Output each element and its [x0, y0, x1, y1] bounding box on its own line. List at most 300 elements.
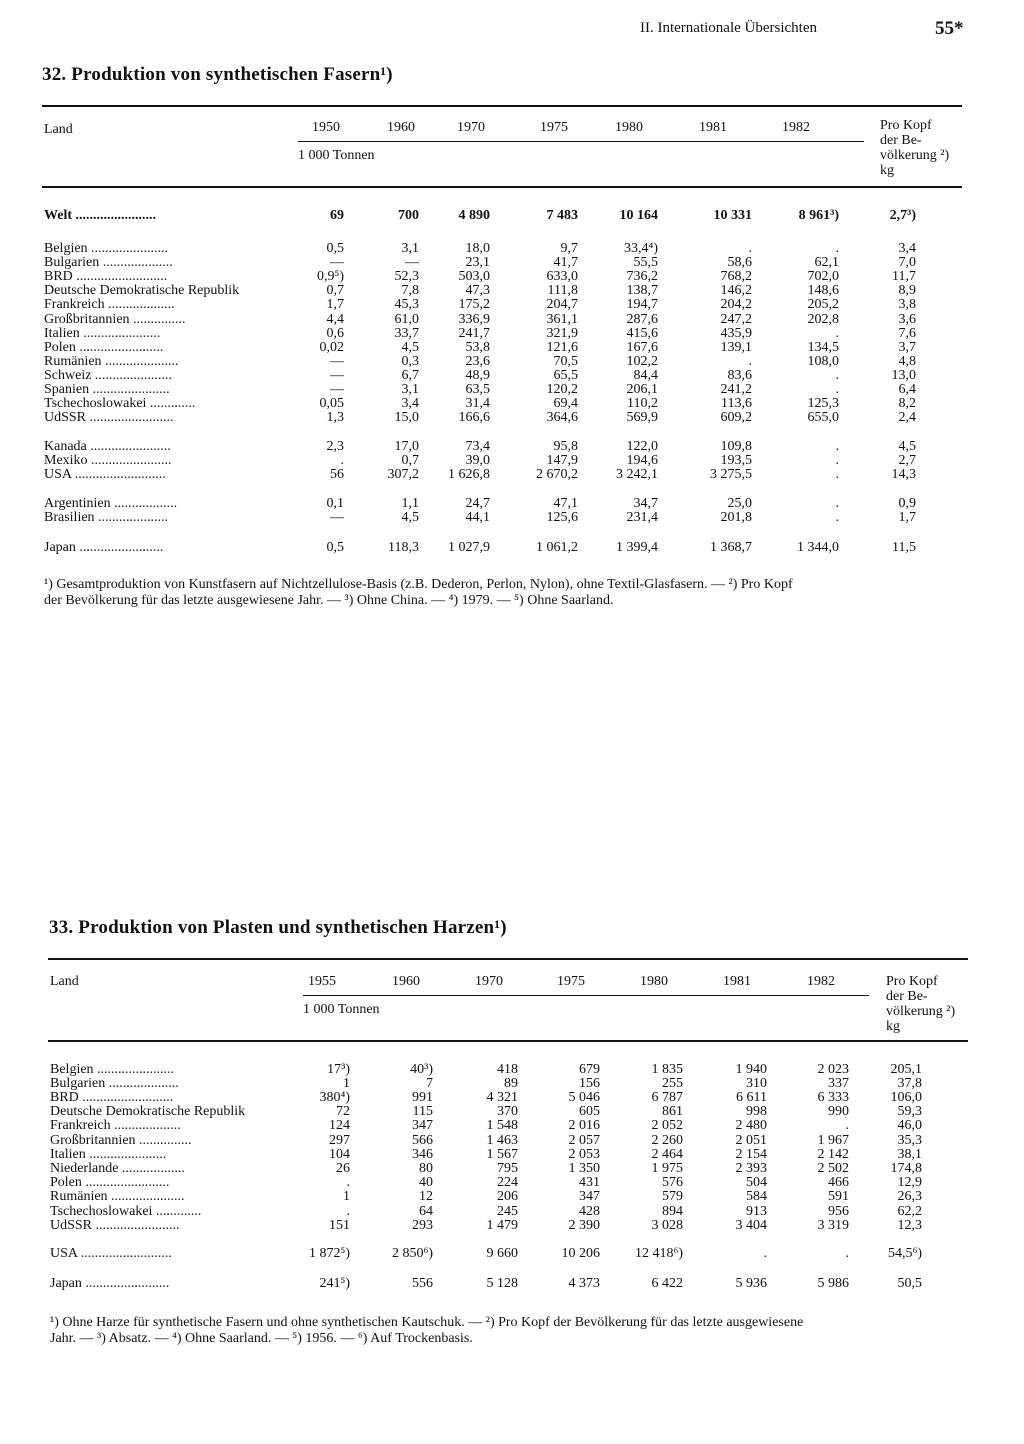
- row-value-cell: 3 028: [651, 1218, 683, 1233]
- row-value-cell: 7,8: [401, 283, 419, 298]
- row-value-cell: 6,4: [898, 382, 916, 397]
- row-value-cell: 347: [412, 1118, 433, 1133]
- row-land-cell: Niederlande ..................: [50, 1162, 185, 1176]
- row-value-cell: 4,5: [898, 439, 916, 454]
- row-value-cell: 55,5: [633, 255, 658, 270]
- row-value-cell: 998: [746, 1104, 767, 1119]
- row-value-cell: 504: [746, 1175, 767, 1190]
- row-value-cell: 148,6: [807, 283, 839, 298]
- row-value-cell: 7,6: [898, 326, 916, 341]
- table-33-year-header: 1955: [308, 974, 336, 989]
- table-33-year-header: 1981: [723, 974, 751, 989]
- table-row: [44, 284, 944, 298]
- table-32-unit-rule: [298, 141, 864, 142]
- row-value-cell: 9 660: [486, 1246, 518, 1261]
- row-value-cell: 6 333: [817, 1090, 849, 1105]
- row-value-cell: 3,1: [401, 382, 419, 397]
- row-value-cell: 12 418⁶): [634, 1246, 683, 1261]
- row-value-cell: 293: [412, 1218, 433, 1233]
- table-row: [50, 1205, 950, 1219]
- row-value-cell: 3,6: [898, 312, 916, 327]
- row-value-cell: 121,6: [546, 340, 578, 355]
- table-33-footnote: [50, 1315, 803, 1347]
- table-32-land-header: Land: [44, 122, 73, 137]
- row-value-cell: .: [835, 453, 839, 468]
- row-land-cell: Belgien ......................: [50, 1063, 175, 1077]
- table-32-year-header: 1960: [387, 120, 415, 135]
- row-value-cell: 10 164: [619, 208, 658, 223]
- row-value-cell: 108,0: [807, 354, 839, 369]
- row-value-cell: 33,4⁴): [623, 241, 658, 256]
- table-32-footnote: [44, 577, 793, 609]
- row-value-cell: .: [835, 467, 839, 482]
- row-value-cell: 61,0: [394, 312, 419, 327]
- row-value-cell: 174,8: [890, 1161, 922, 1176]
- table-32-year-header: 1970: [457, 120, 485, 135]
- row-value-cell: .: [845, 1246, 849, 1261]
- row-value-cell: 336,9: [458, 312, 490, 327]
- row-value-cell: 1,7: [898, 510, 916, 525]
- row-value-cell: 17³): [327, 1062, 350, 1077]
- table-33-year-header: 1970: [475, 974, 503, 989]
- row-value-cell: 255: [662, 1076, 683, 1091]
- table-32-top-rule: [42, 105, 962, 107]
- row-value-cell: 206: [497, 1189, 518, 1204]
- row-value-cell: 5 046: [568, 1090, 600, 1105]
- row-value-cell: 1 344,0: [797, 540, 839, 555]
- row-value-cell: 8,9: [898, 283, 916, 298]
- row-value-cell: .: [835, 382, 839, 397]
- row-value-cell: 428: [579, 1204, 600, 1219]
- row-value-cell: 47,3: [465, 283, 490, 298]
- percap-line: kg: [880, 163, 894, 178]
- row-value-cell: 6,7: [401, 368, 419, 383]
- table-row: [50, 1190, 950, 1204]
- table-row: [50, 1091, 950, 1105]
- table-row: [50, 1119, 950, 1133]
- row-value-cell: 576: [662, 1175, 683, 1190]
- row-value-cell: 5 128: [486, 1276, 518, 1291]
- table-row: [44, 397, 944, 411]
- table-33-year-header: 1975: [557, 974, 585, 989]
- row-value-cell: 11,5: [892, 540, 916, 555]
- row-value-cell: 46,0: [897, 1118, 922, 1133]
- row-value-cell: 26: [336, 1161, 350, 1176]
- row-value-cell: —: [330, 354, 344, 369]
- row-value-cell: 2,7³): [889, 208, 916, 223]
- row-value-cell: 6 787: [651, 1090, 683, 1105]
- table-row: [44, 511, 944, 525]
- table-row: [50, 1176, 950, 1190]
- row-value-cell: 605: [579, 1104, 600, 1119]
- row-value-cell: 166,6: [458, 410, 490, 425]
- row-value-cell: 679: [579, 1062, 600, 1077]
- row-value-cell: 418: [497, 1062, 518, 1077]
- row-value-cell: 247,2: [720, 312, 752, 327]
- row-value-cell: 702,0: [807, 269, 839, 284]
- row-value-cell: 11,7: [892, 269, 916, 284]
- table-row: [44, 355, 944, 369]
- table-row: [50, 1247, 950, 1261]
- row-value-cell: 591: [828, 1189, 849, 1204]
- row-value-cell: 40³): [410, 1062, 433, 1077]
- table-33-percap-header: [886, 974, 955, 1034]
- row-value-cell: 104: [329, 1147, 350, 1162]
- row-value-cell: 0,9: [898, 496, 916, 511]
- row-value-cell: 5 986: [817, 1276, 849, 1291]
- row-value-cell: 18,0: [465, 241, 490, 256]
- row-value-cell: 3,4: [898, 241, 916, 256]
- row-value-cell: 3,7: [898, 340, 916, 355]
- row-value-cell: 31,4: [465, 396, 490, 411]
- row-value-cell: 58,6: [727, 255, 752, 270]
- row-value-cell: 241,2: [720, 382, 752, 397]
- row-value-cell: 736,2: [626, 269, 658, 284]
- row-value-cell: 1,3: [326, 410, 344, 425]
- row-value-cell: 2 057: [568, 1133, 600, 1148]
- row-value-cell: 3 319: [817, 1218, 849, 1233]
- row-land-cell: Frankreich ...................: [50, 1119, 181, 1133]
- page-number: 55*: [935, 18, 964, 39]
- row-value-cell: 63,5: [465, 382, 490, 397]
- table-33-land-header: Land: [50, 974, 79, 989]
- row-value-cell: —: [330, 510, 344, 525]
- row-value-cell: 151: [329, 1218, 350, 1233]
- row-value-cell: 113,6: [721, 396, 752, 411]
- row-value-cell: 39,0: [465, 453, 490, 468]
- row-value-cell: 89: [504, 1076, 518, 1091]
- row-value-cell: 231,4: [626, 510, 658, 525]
- table-33-unit-rule: [303, 995, 869, 996]
- row-land-cell: Großbritannien ...............: [44, 313, 186, 327]
- row-land-cell: UdSSR ........................: [50, 1219, 180, 1233]
- row-land-cell: Italien ......................: [44, 327, 161, 341]
- row-value-cell: 139,1: [720, 340, 752, 355]
- running-head: II. Internationale Übersichten: [640, 20, 818, 36]
- row-value-cell: 156: [579, 1076, 600, 1091]
- row-land-cell: Frankreich ...................: [44, 298, 175, 312]
- row-value-cell: 3,1: [401, 241, 419, 256]
- table-32-unit-label: 1 000 Tonnen: [298, 148, 375, 163]
- row-value-cell: 0,7: [326, 283, 344, 298]
- row-value-cell: 134,5: [807, 340, 839, 355]
- row-value-cell: 609,2: [720, 410, 752, 425]
- row-land-cell: Bulgarien ....................: [50, 1077, 179, 1091]
- row-value-cell: 14,3: [891, 467, 916, 482]
- row-value-cell: 124: [329, 1118, 350, 1133]
- table-row: [50, 1077, 950, 1091]
- row-value-cell: 556: [412, 1276, 433, 1291]
- row-value-cell: 83,6: [727, 368, 752, 383]
- row-land-cell: Tschechoslowakei .............: [50, 1205, 202, 1219]
- table-row: [44, 383, 944, 397]
- row-value-cell: 1: [343, 1189, 350, 1204]
- row-value-cell: 33,7: [394, 326, 419, 341]
- table-row: [44, 468, 944, 482]
- table-32-year-header: 1981: [699, 120, 727, 135]
- row-value-cell: 435,9: [720, 326, 752, 341]
- table-row: [44, 209, 944, 223]
- table-32-year-header: 1982: [782, 120, 810, 135]
- row-value-cell: 84,4: [633, 368, 658, 383]
- row-value-cell: 2 850⁶): [391, 1246, 433, 1261]
- row-land-cell: Schweiz ......................: [44, 369, 172, 383]
- row-value-cell: 4,5: [401, 340, 419, 355]
- row-value-cell: 1 027,9: [448, 540, 490, 555]
- row-value-cell: 50,5: [897, 1276, 922, 1291]
- row-value-cell: 7: [426, 1076, 433, 1091]
- row-value-cell: 0,02: [319, 340, 344, 355]
- row-value-cell: 109,8: [720, 439, 752, 454]
- table-33-year-header: 1960: [392, 974, 420, 989]
- row-land-cell: Argentinien ..................: [44, 497, 178, 511]
- table-row: [50, 1219, 950, 1233]
- row-land-cell: UdSSR ........................: [44, 411, 174, 425]
- row-value-cell: 1 567: [486, 1147, 518, 1162]
- row-value-cell: 7,0: [898, 255, 916, 270]
- row-value-cell: 53,8: [465, 340, 490, 355]
- row-value-cell: 1 479: [486, 1218, 518, 1233]
- row-value-cell: 44,1: [465, 510, 490, 525]
- row-value-cell: 0,6: [326, 326, 344, 341]
- table-row: [44, 411, 944, 425]
- row-value-cell: 194,6: [626, 453, 658, 468]
- percap-line: völkerung ²): [880, 148, 950, 163]
- row-land-cell: USA ..........................: [44, 468, 166, 482]
- table-33-year-header: 1980: [640, 974, 668, 989]
- table-row: [50, 1063, 950, 1077]
- row-land-cell: BRD ..........................: [44, 270, 168, 284]
- row-value-cell: 194,7: [626, 297, 658, 312]
- row-value-cell: 95,8: [553, 439, 578, 454]
- row-value-cell: 569,9: [626, 410, 658, 425]
- row-value-cell: 8,2: [898, 396, 916, 411]
- row-value-cell: 361,1: [546, 312, 578, 327]
- row-value-cell: 12,9: [897, 1175, 922, 1190]
- row-value-cell: 35,3: [897, 1133, 922, 1148]
- row-value-cell: 69: [330, 208, 344, 223]
- row-value-cell: 45,3: [394, 297, 419, 312]
- row-value-cell: 25,0: [727, 496, 752, 511]
- row-value-cell: 24,7: [465, 496, 490, 511]
- row-value-cell: 2 053: [568, 1147, 600, 1162]
- row-value-cell: 73,4: [465, 439, 490, 454]
- row-value-cell: .: [346, 1175, 350, 1190]
- row-value-cell: 1,1: [401, 496, 419, 511]
- table-row: [50, 1134, 950, 1148]
- percap-line: Pro Kopf: [886, 974, 938, 989]
- table-row: [44, 242, 944, 256]
- row-value-cell: 579: [662, 1189, 683, 1204]
- row-value-cell: 380⁴): [319, 1090, 350, 1105]
- row-value-cell: 0,5: [326, 241, 344, 256]
- row-value-cell: 37,8: [897, 1076, 922, 1091]
- row-value-cell: 204,7: [546, 297, 578, 312]
- row-value-cell: .: [748, 241, 752, 256]
- row-value-cell: 2,7: [898, 453, 916, 468]
- row-value-cell: 1: [343, 1076, 350, 1091]
- row-value-cell: 4 321: [486, 1090, 518, 1105]
- row-value-cell: 2 480: [735, 1118, 767, 1133]
- row-value-cell: .: [835, 326, 839, 341]
- row-value-cell: 241⁵): [319, 1276, 350, 1291]
- row-land-cell: Mexiko .......................: [44, 454, 172, 468]
- row-value-cell: 370: [497, 1104, 518, 1119]
- table-32-year-header: 1950: [312, 120, 340, 135]
- row-value-cell: 894: [662, 1204, 683, 1219]
- row-value-cell: 2 390: [568, 1218, 600, 1233]
- row-value-cell: 346: [412, 1147, 433, 1162]
- table-row: [50, 1148, 950, 1162]
- row-value-cell: 431: [579, 1175, 600, 1190]
- row-value-cell: —: [330, 382, 344, 397]
- row-value-cell: 3,8: [898, 297, 916, 312]
- row-value-cell: 245: [497, 1204, 518, 1219]
- row-value-cell: —: [405, 255, 419, 270]
- row-land-cell: Tschechoslowakei .............: [44, 397, 196, 411]
- table-32-year-header: 1975: [540, 120, 568, 135]
- table-32-header-rule: [42, 186, 962, 188]
- row-land-cell: Rumänien .....................: [50, 1190, 185, 1204]
- row-value-cell: 6 611: [736, 1090, 767, 1105]
- row-value-cell: .: [845, 1118, 849, 1133]
- footnote-line: Jahr. — ³) Absatz. — ⁴) Ohne Saarland. — ⁵) 1956. — ⁶) Auf Trockenbasis.: [50, 1331, 473, 1346]
- row-land-cell: BRD ..........................: [50, 1091, 174, 1105]
- row-value-cell: 241,7: [458, 326, 490, 341]
- row-land-cell: Italien ......................: [50, 1148, 167, 1162]
- row-value-cell: 65,5: [553, 368, 578, 383]
- row-value-cell: 6 422: [651, 1276, 683, 1291]
- row-value-cell: 0,05: [319, 396, 344, 411]
- row-value-cell: 2 016: [568, 1118, 600, 1133]
- row-value-cell: 62,2: [897, 1204, 922, 1219]
- row-value-cell: 415,6: [626, 326, 658, 341]
- row-land-cell: Japan ........................: [50, 1277, 170, 1291]
- footnote-line: ¹) Ohne Harze für synthetische Fasern und ohne synthetischen Kautschuk. — ²) Pro Kopf der Bevölkerung für das letzte ausgewiesene: [50, 1315, 804, 1330]
- row-value-cell: 202,8: [807, 312, 839, 327]
- row-value-cell: 2 051: [735, 1133, 767, 1148]
- row-value-cell: 118,3: [388, 540, 419, 555]
- row-value-cell: 62,1: [814, 255, 839, 270]
- row-value-cell: 991: [412, 1090, 433, 1105]
- row-value-cell: 0,3: [401, 354, 419, 369]
- row-value-cell: 1 975: [651, 1161, 683, 1176]
- row-value-cell: 310: [746, 1076, 767, 1091]
- row-value-cell: 1 368,7: [710, 540, 752, 555]
- row-value-cell: 38,1: [897, 1147, 922, 1162]
- row-value-cell: 0,9⁵): [316, 269, 344, 284]
- row-value-cell: 56: [330, 467, 344, 482]
- row-value-cell: 2,3: [326, 439, 344, 454]
- row-value-cell: 34,7: [633, 496, 658, 511]
- row-value-cell: .: [835, 439, 839, 454]
- row-value-cell: 1 872⁵): [308, 1246, 350, 1261]
- table-33-header-rule: [48, 1040, 968, 1042]
- row-value-cell: .: [835, 368, 839, 383]
- row-value-cell: 5 936: [735, 1276, 767, 1291]
- row-value-cell: 54,5⁶): [887, 1246, 922, 1261]
- row-value-cell: 700: [398, 208, 419, 223]
- row-value-cell: 1 548: [486, 1118, 518, 1133]
- row-land-cell: Japan ........................: [44, 541, 164, 555]
- table-row: [44, 369, 944, 383]
- row-value-cell: 347: [579, 1189, 600, 1204]
- row-value-cell: 72: [336, 1104, 350, 1119]
- row-value-cell: 206,1: [626, 382, 658, 397]
- row-value-cell: 1 835: [651, 1062, 683, 1077]
- row-value-cell: —: [330, 255, 344, 270]
- row-value-cell: 205,1: [890, 1062, 922, 1077]
- row-value-cell: 17,0: [394, 439, 419, 454]
- row-value-cell: 110,2: [627, 396, 658, 411]
- row-value-cell: 4,4: [326, 312, 344, 327]
- row-value-cell: 80: [419, 1161, 433, 1176]
- row-value-cell: 205,2: [807, 297, 839, 312]
- row-value-cell: 3,4: [401, 396, 419, 411]
- row-land-cell: Großbritannien ...............: [50, 1134, 192, 1148]
- table-row: [44, 497, 944, 511]
- row-land-cell: Deutsche Demokratische Republik: [44, 284, 240, 298]
- row-land-cell: USA ..........................: [50, 1247, 172, 1261]
- table-row: [44, 256, 944, 270]
- row-value-cell: 566: [412, 1133, 433, 1148]
- table-row: [50, 1277, 950, 1291]
- row-value-cell: 2 464: [651, 1147, 683, 1162]
- row-value-cell: 0,5: [326, 540, 344, 555]
- row-value-cell: 40: [419, 1175, 433, 1190]
- row-value-cell: 193,5: [720, 453, 752, 468]
- row-value-cell: .: [346, 1204, 350, 1219]
- row-value-cell: 503,0: [458, 269, 490, 284]
- table-row: [44, 327, 944, 341]
- row-value-cell: 655,0: [807, 410, 839, 425]
- row-value-cell: 48,9: [465, 368, 490, 383]
- row-land-cell: Deutsche Demokratische Republik: [50, 1105, 246, 1119]
- percap-line: der Be-: [886, 989, 928, 1004]
- row-value-cell: 69,4: [553, 396, 578, 411]
- row-value-cell: 41,7: [553, 255, 578, 270]
- row-value-cell: 287,6: [626, 312, 658, 327]
- row-value-cell: 64: [419, 1204, 433, 1219]
- row-land-cell: Rumänien .....................: [44, 355, 179, 369]
- footnote-line: ¹) Gesamtproduktion von Kunstfasern auf Nichtzellulose-Basis (z.B. Dederon, Perlon, Nylon), ohne Textil-Glasfasern. — ²) Pro Kopf: [44, 577, 793, 592]
- table-row: [44, 298, 944, 312]
- table-row: [44, 541, 944, 555]
- percap-line: Pro Kopf: [880, 118, 932, 133]
- row-value-cell: 26,3: [897, 1189, 922, 1204]
- row-value-cell: 2 670,2: [536, 467, 578, 482]
- row-value-cell: 102,2: [626, 354, 658, 369]
- row-value-cell: 337: [828, 1076, 849, 1091]
- row-value-cell: 956: [828, 1204, 849, 1219]
- row-value-cell: 3 275,5: [710, 467, 752, 482]
- row-value-cell: 115: [412, 1104, 433, 1119]
- table-row: [44, 454, 944, 468]
- row-land-cell: Welt .......................: [44, 209, 156, 223]
- row-value-cell: 768,2: [720, 269, 752, 284]
- row-value-cell: .: [835, 241, 839, 256]
- row-value-cell: 1 350: [568, 1161, 600, 1176]
- row-land-cell: Bulgarien ....................: [44, 256, 173, 270]
- row-value-cell: 147,9: [546, 453, 578, 468]
- row-value-cell: 201,8: [720, 510, 752, 525]
- percap-line: völkerung ²): [886, 1004, 956, 1019]
- row-value-cell: 1,7: [326, 297, 344, 312]
- row-value-cell: 0,1: [326, 496, 344, 511]
- row-value-cell: 364,6: [546, 410, 578, 425]
- row-value-cell: 125,6: [546, 510, 578, 525]
- table-33-title: 33. Produktion von Plasten und synthetischen Harzen¹): [49, 917, 507, 938]
